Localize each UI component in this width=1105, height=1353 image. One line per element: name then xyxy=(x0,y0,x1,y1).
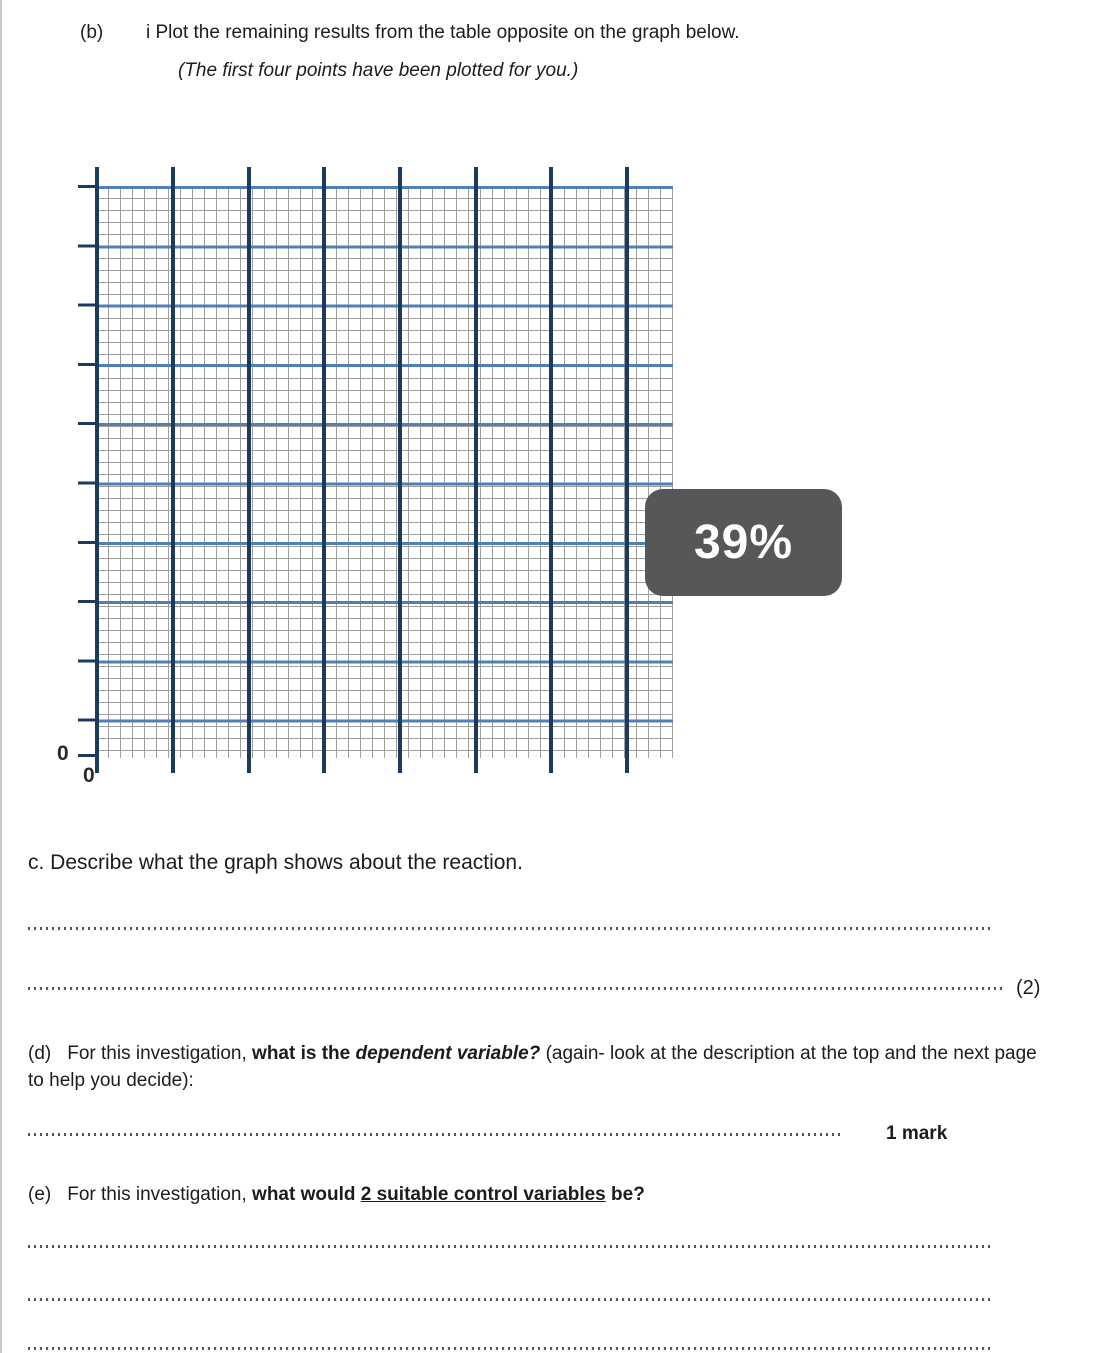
question-e-text xyxy=(28,1184,1050,1206)
question-d-part1: For this investigation, xyxy=(67,1043,253,1064)
progress-percent-badge: 39% xyxy=(645,489,842,596)
question-b-text: i Plot the remaining results from the table opposite on the graph below. xyxy=(146,22,740,43)
question-c-marks: (2) xyxy=(1016,977,1041,999)
answer-line xyxy=(28,1347,992,1350)
grid-major-vline xyxy=(247,167,251,773)
answer-line xyxy=(28,1298,992,1301)
question-e-part1: For this investigation, xyxy=(67,1184,253,1205)
grid-major-vline xyxy=(171,167,175,773)
question-b-label: (b) xyxy=(80,22,104,43)
question-b-note: (The first four points have been plotted for you.) xyxy=(178,60,579,81)
answer-line xyxy=(28,987,1005,990)
question-d-label: (d) xyxy=(28,1043,52,1064)
grid-major-vline xyxy=(95,167,99,773)
question-e-label: (e) xyxy=(28,1184,52,1205)
grid-major-vline xyxy=(625,167,629,773)
x-axis-origin-label: 0 xyxy=(83,764,95,787)
answer-line xyxy=(28,1245,992,1248)
question-d-part2: what is the xyxy=(252,1043,356,1064)
scan-edge-artifact xyxy=(0,0,2,1353)
question-d-text xyxy=(28,1040,1050,1094)
question-e-part4: be? xyxy=(605,1184,645,1205)
question-d-part3: dependent variable? xyxy=(355,1043,541,1064)
question-d-marks: 1 mark xyxy=(886,1123,948,1144)
question-e-part3: 2 suitable control variables xyxy=(360,1184,606,1205)
question-d-part4: (again- look at the description at the top and the next page to help you decide): xyxy=(28,1043,1037,1091)
y-axis-origin-label: 0 xyxy=(57,742,69,765)
answer-line xyxy=(28,1133,843,1136)
graph-major-hlines xyxy=(96,186,673,758)
origin-tick xyxy=(78,754,97,757)
answer-line xyxy=(28,927,990,930)
question-e-part2: what would xyxy=(252,1184,361,1205)
grid-major-vline xyxy=(474,167,478,773)
grid-major-vline xyxy=(322,167,326,773)
grid-major-vline xyxy=(549,167,553,773)
question-c-text: c. Describe what the graph shows about the reaction. xyxy=(28,851,523,874)
grid-major-vline xyxy=(398,167,402,773)
